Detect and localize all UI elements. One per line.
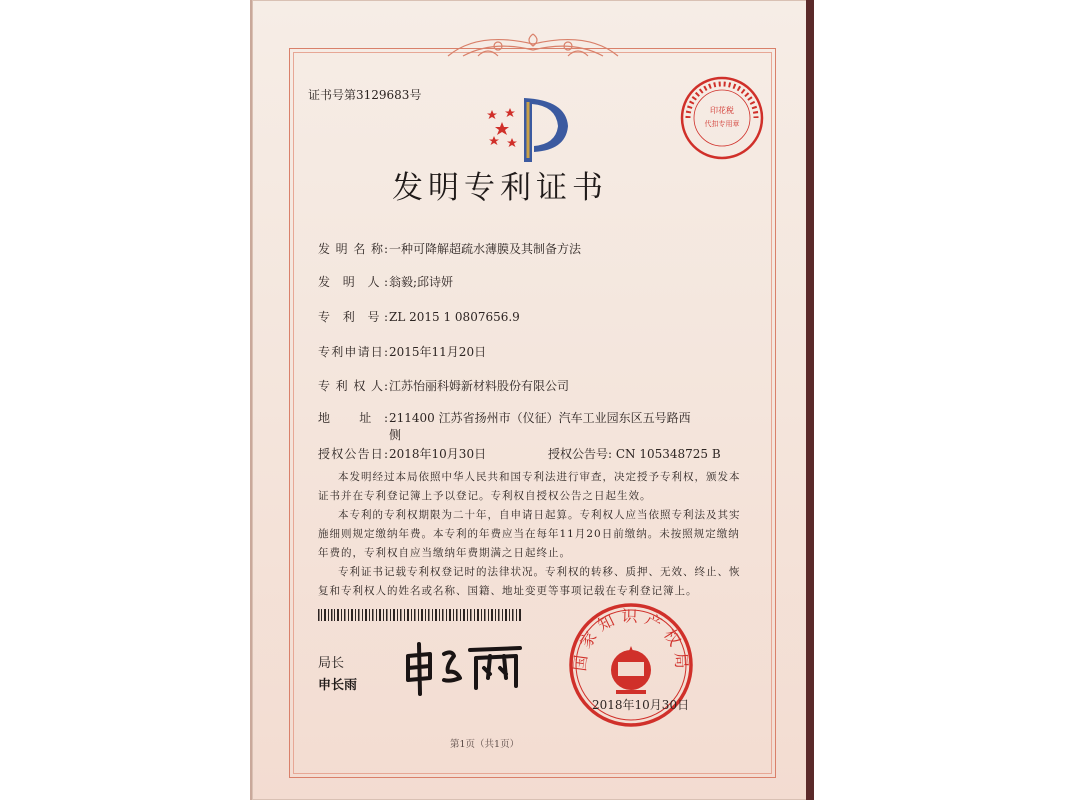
binding-edge <box>806 0 814 800</box>
field-patent-number <box>318 308 520 325</box>
field-label: 专利申请日: <box>318 345 388 359</box>
seal-date: 2018年10月30日 <box>592 698 690 712</box>
field-label: 发 明 人: <box>318 275 388 289</box>
field-address-continued <box>318 426 401 443</box>
director-signature-icon <box>400 638 530 698</box>
svg-text:国家知识产权局: 国家知识产权局 <box>570 606 692 676</box>
field-value: 211400 江苏省扬州市（仪征）汽车工业园东区五号路西 <box>389 411 691 425</box>
field-value: ZL 2015 1 0807656.9 <box>389 310 520 324</box>
certificate-paragraph-2: 本专利的专利权期限为二十年，自申请日起算。专利权人应当依照专利法及其实施细则规定缴纳年费。本专利的年费应当在每年11月20日前缴纳。未按照规定缴纳年费的，专利权自应当缴纳年费期满之日起终止。 <box>318 509 741 559</box>
field-label: 授权公告日: <box>318 447 388 461</box>
field-patentee <box>318 377 569 394</box>
field-address <box>318 409 691 426</box>
field-publication-number: 授权公告号: CN 105348725 B <box>548 447 721 461</box>
field-invention-name <box>318 240 581 257</box>
field-inventor <box>318 273 453 290</box>
page-number: 第1页（共1页） <box>450 739 520 750</box>
field-grant-date <box>318 445 486 462</box>
field-value: 2018年10月30日 <box>389 447 487 461</box>
field-label: 专 利 号: <box>318 310 388 324</box>
field-label: 地 址: <box>318 411 388 425</box>
field-label: 专 利 权 人: <box>318 379 388 393</box>
field-value: 一种可降解超疏水薄膜及其制备方法 <box>389 242 582 256</box>
border-ornament-icon <box>438 26 628 66</box>
tax-stamp-seal-icon <box>678 74 766 162</box>
certificate-paragraph-1: 本发明经过本局依照中华人民共和国专利法进行审查，决定授予专利权，颁发本证书并在专利登记簿上予以登记。专利权自授权公告之日起生效。 <box>318 471 741 502</box>
certificate-paragraph-3: 专利证书记载专利权登记时的法律状况。专利权的转移、质押、无效、终止、恢复和专利权人的姓名或名称、国籍、地址变更等事项记载在专利登记簿上。 <box>318 566 741 597</box>
field-value: 侧 <box>389 428 402 442</box>
barcode-icon <box>318 609 523 621</box>
director-name: 申长雨 <box>318 678 358 693</box>
field-application-date <box>318 343 486 360</box>
certificate-number: 证书号第3129683号 <box>308 88 422 102</box>
svg-text:代扣专用章: 代扣专用章 <box>704 120 740 128</box>
patent-office-logo-icon <box>484 92 584 172</box>
field-label: 发 明 名 称: <box>318 242 388 256</box>
svg-text:印花税: 印花税 <box>710 106 734 115</box>
field-value: 2015年11月20日 <box>389 345 487 359</box>
certificate-title: 发明专利证书 <box>392 170 608 206</box>
field-value: 翁毅;邱诗妍 <box>389 275 454 289</box>
field-value: 江苏怡丽科姆新材料股份有限公司 <box>389 379 570 393</box>
director-title: 局长 <box>318 656 345 671</box>
